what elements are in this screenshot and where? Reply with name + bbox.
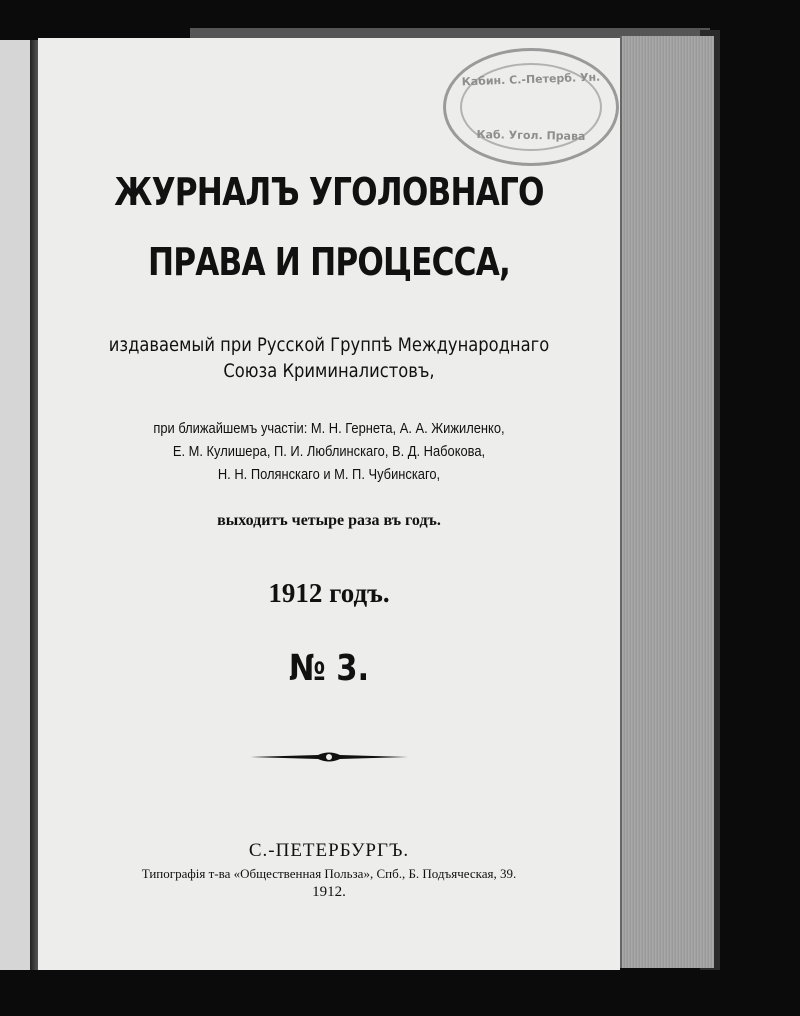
stamp-text-top: Кабин. С.-Петерб. Ун.: [461, 70, 601, 89]
library-stamp: [443, 48, 619, 166]
left-page-edge: [0, 40, 32, 970]
ornament-divider: [248, 750, 410, 764]
issue-number: № 3.: [288, 648, 370, 689]
journal-title-line-1: ЖУРНАЛЪ УГОЛОВНАГО: [114, 170, 544, 214]
stamp-text-bottom: Каб. Угол. Права: [476, 128, 586, 143]
publication-frequency: выходитъ четыре раза въ годъ.: [217, 512, 441, 529]
page-edges: [620, 36, 714, 968]
imprint-year: 1912.: [312, 884, 346, 900]
imprint-printer: Типографiя т-ва «Общественная Польза», Спб., Б. Подъяческая, 39.: [141, 866, 517, 881]
imprint-city: С.-ПЕТЕРБУРГЪ.: [248, 840, 410, 861]
publisher-line-2: Союза Криминалистовъ,: [223, 360, 435, 382]
publisher-line-1: издаваемый при Русской Группѣ Международнаго: [108, 334, 550, 356]
journal-title-line-2: ПРАВА И ПРОЦЕССА,: [147, 240, 511, 284]
contributors-line-1: при ближайшемъ участiи: М. Н. Гернета, А. А. Жижиленко,: [153, 420, 505, 437]
volume-year: 1912 годъ.: [268, 578, 390, 608]
contributors-line-3: Н. Н. Полянскаго и М. П. Чубинскаго,: [217, 466, 441, 483]
spine-shadow: [30, 40, 38, 970]
contributors-line-2: Е. М. Кулишера, П. И. Люблинскаго, В. Д. Набокова,: [172, 443, 486, 460]
